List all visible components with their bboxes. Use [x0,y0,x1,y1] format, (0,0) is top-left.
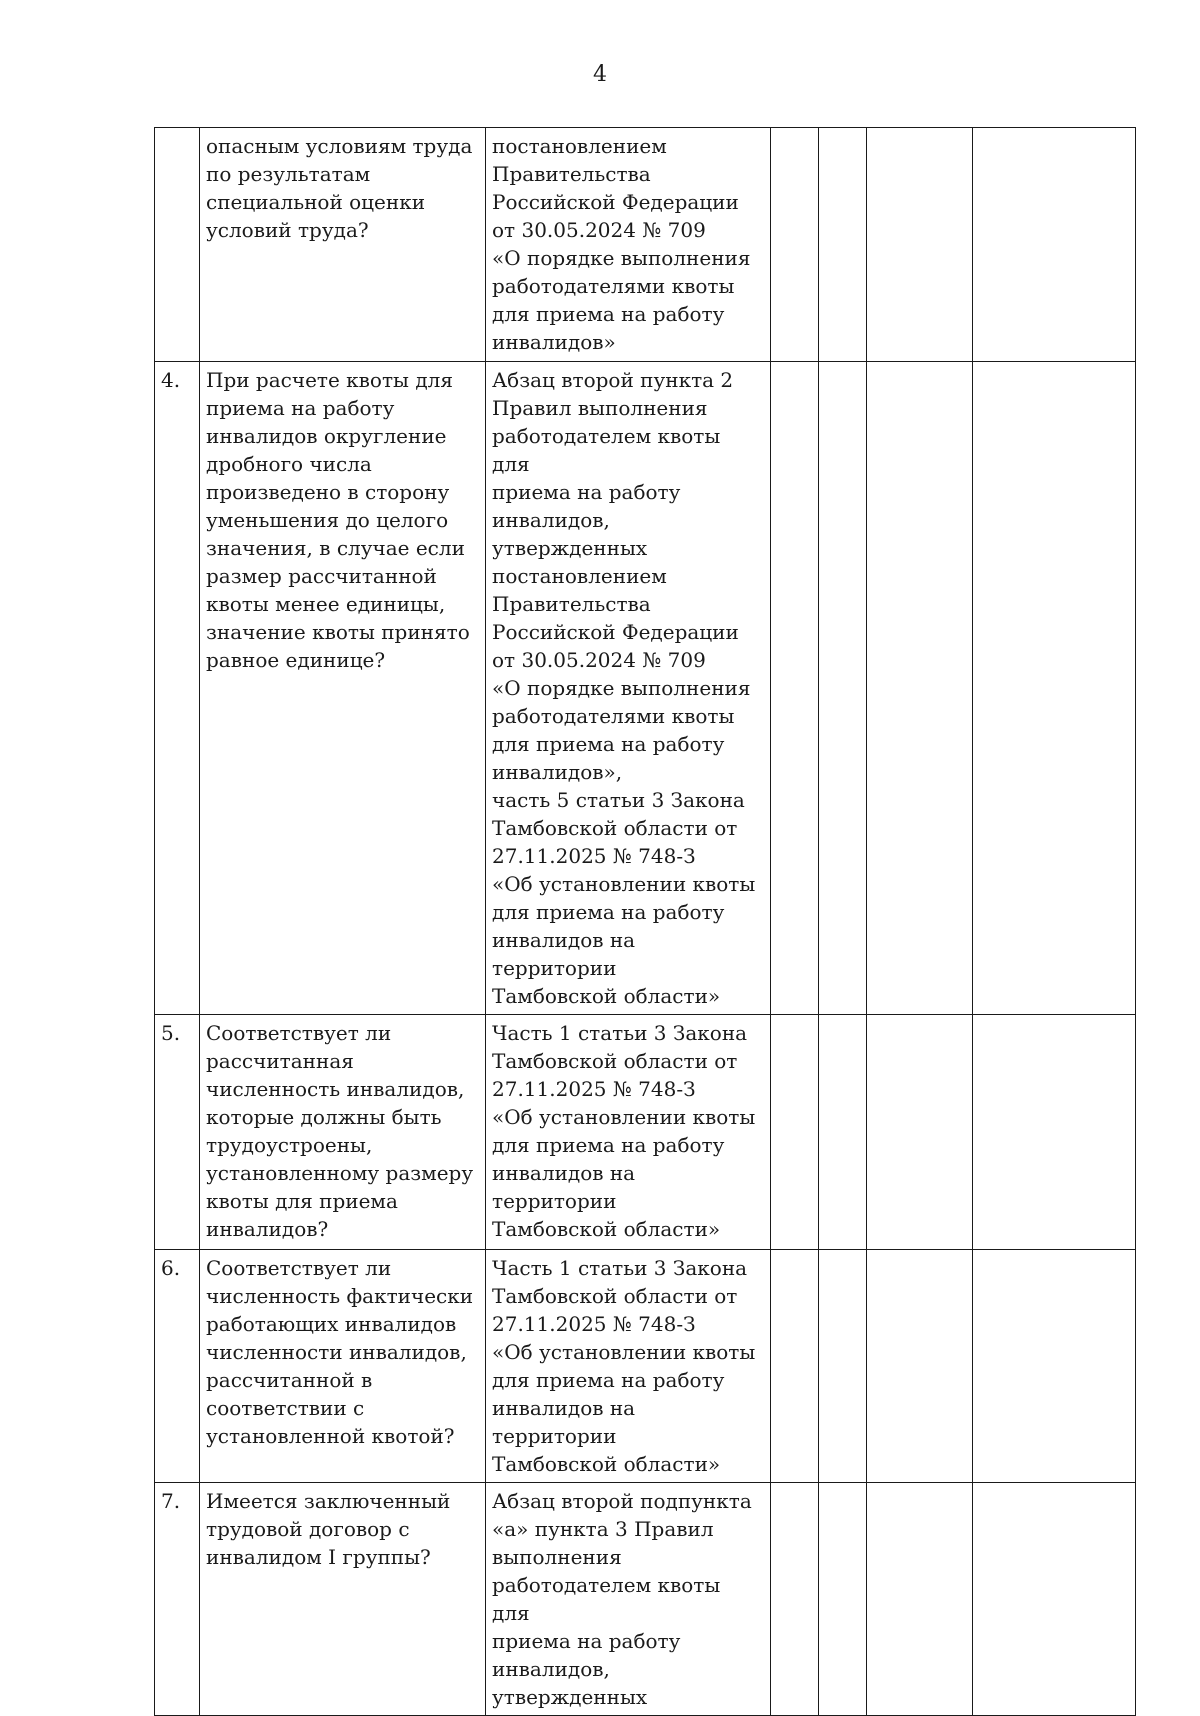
answer-na-cell [867,128,973,362]
reference-cell: Абзац второй подпункта «а» пункта 3 Правил выполнения работодателем квоты для приема на работу инвалидов, утвержденных [486,1483,771,1716]
reference-cell: Часть 1 статьи 3 Закона Тамбовской области от 27.11.2025 № 748-З «Об установлении квоты для приема на работу инвалидов на территории Тамбовской области» [486,1015,771,1250]
question-cell: При расчете квоты для приема на работу инвалидов округление дробного числа произведено в сторону уменьшения до целого значения, в случае если размер рассчитанной квоты менее единицы, значение квоты принято равное единице? [200,362,486,1015]
answer-no-cell [819,128,867,362]
question-cell: опасным условиям труда по результатам специальной оценки условий труда? [200,128,486,362]
notes-cell [973,1483,1136,1716]
answer-no-cell [819,1015,867,1250]
row-number: 4. [155,362,200,1015]
question-cell: Соответствует ли численность фактически работающих инвалидов численности инвалидов, рассчитанной в соответствии с установленной квотой? [200,1250,486,1483]
question-cell: Соответствует ли рассчитанная численность инвалидов, которые должны быть трудоустроены, установленному размеру квоты для приема инвалидов? [200,1015,486,1250]
notes-cell [973,1015,1136,1250]
reference-cell: постановлением Правительства Российской Федерации от 30.05.2024 № 709 «О порядке выполнения работодателями квоты для приема на работу инвалидов» [486,128,771,362]
answer-na-cell [867,1015,973,1250]
page-number: 4 [593,62,607,87]
row-number: 6. [155,1250,200,1483]
answer-yes-cell [771,1250,819,1483]
answer-no-cell [819,1483,867,1716]
answer-na-cell [867,1483,973,1716]
notes-cell [973,1250,1136,1483]
answer-yes-cell [771,128,819,362]
notes-cell [973,128,1136,362]
answer-no-cell [819,362,867,1015]
answer-yes-cell [771,362,819,1015]
answer-na-cell [867,362,973,1015]
row-number: 5. [155,1015,200,1250]
table-row [155,362,1136,1015]
question-cell: Имеется заключенный трудовой договор с инвалидом I группы? [200,1483,486,1716]
table-row [155,1015,1136,1250]
answer-yes-cell [771,1483,819,1716]
table-row [155,1483,1136,1716]
answer-yes-cell [771,1015,819,1250]
checklist-table [154,127,1136,1716]
row-number: 7. [155,1483,200,1716]
reference-cell: Абзац второй пункта 2 Правил выполнения работодателем квоты для приема на работу инвалидов, утвержденных постановлением Правительства Российской Федерации от 30.05.2024 № 709 «О порядке выполнения работодателями квоты для приема на работу инвалидов», часть 5 статьи 3 Закона Тамбовской области от 27.11.2025 № 748-З «Об установлении квоты для приема на работу инвалидов на территории Тамбовской области» [486,362,771,1015]
answer-no-cell [819,1250,867,1483]
reference-cell: Часть 1 статьи 3 Закона Тамбовской области от 27.11.2025 № 748-З «Об установлении квоты для приема на работу инвалидов на территории Тамбовской области» [486,1250,771,1483]
table-row [155,1250,1136,1483]
table-row [155,128,1136,362]
row-number [155,128,200,362]
answer-na-cell [867,1250,973,1483]
notes-cell [973,362,1136,1015]
